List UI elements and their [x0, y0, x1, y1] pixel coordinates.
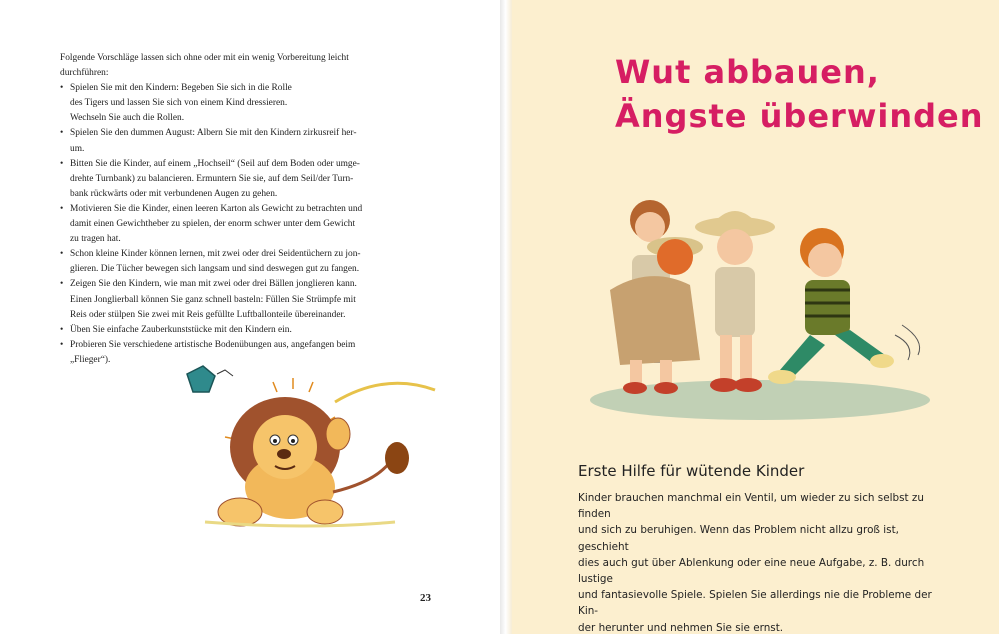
page-number: 23	[420, 592, 431, 604]
suggestion-list	[60, 81, 386, 368]
children-illustration	[590, 195, 930, 425]
list-item: • Schon kleine Kinder können lernen, mit zwei oder drei Seidentüchern zu jon- glieren. Die Tücher bewegen sich langsam und sind deswegen gut zu fangen.	[60, 247, 386, 277]
list-item: • Motivieren Sie die Kinder, einen leeren Karton als Gewicht zu betrachten und damit einen Gewichtheber zu spielen, der enorm schwer unter dem Gewicht zu tragen hat.	[60, 202, 386, 247]
subheading: Erste Hilfe für wütende Kinder	[578, 462, 805, 480]
title-line-2: Ängste überwinden	[615, 97, 984, 135]
page-title	[615, 50, 984, 138]
list-item: • Spielen Sie mit den Kindern: Begeben Sie sich in die Rolle des Tigers und lassen Sie sich von einem Kind dressieren. Wechseln Sie auch die Rollen.	[60, 81, 386, 126]
lion-juggling-illustration	[185, 362, 445, 532]
list-item: • Spielen Sie den dummen August: Albern Sie mit den Kindern zirkusreif her- um.	[60, 126, 386, 156]
title-line-1: Wut abbauen,	[615, 53, 880, 91]
intro-paragraph: Folgende Vorschläge lassen sich ohne oder mit ein wenig Vorbereitung leicht durchführen:	[60, 53, 349, 79]
list-item: • Probieren Sie verschiedene artistische Bodenübungen aus, angefangen beim „Flieger“).	[60, 338, 386, 368]
list-item: • Üben Sie einfache Zauberkunststücke mit den Kindern ein.	[60, 323, 386, 338]
body-paragraph: Kinder brauchen manchmal ein Ventil, um wieder zu sich selbst zu finden und sich zu beruhigen. Wenn das Problem nicht allzu groß ist, geschieht dies auch gut über Ablenkung oder eine neue Aufgabe, z. B. durch lustige und fantasievolle Spiele. Spielen Sie allerdings nie die Probleme der Kin- der herunter und nehmen Sie sie ernst.	[578, 492, 932, 634]
left-page-text	[60, 51, 386, 368]
list-item: • Bitten Sie die Kinder, auf einem „Hochseil“ (Seil auf dem Boden oder umge- drehte Turnbank) zu balancieren. Ermuntern Sie sie, auf dem Seil/der Turn- bank rückwärts oder mit verbundenen Augen zu gehen.	[60, 157, 386, 202]
list-item: • Zeigen Sie den Kindern, wie man mit zwei oder drei Bällen jonglieren kann. Einen Jonglierball können Sie ganz schnell basteln: Füllen Sie Strümpfe mit Reis oder stülpen Sie zwei mit Reis gefüllte Luftballonteile übereinander.	[60, 277, 386, 322]
